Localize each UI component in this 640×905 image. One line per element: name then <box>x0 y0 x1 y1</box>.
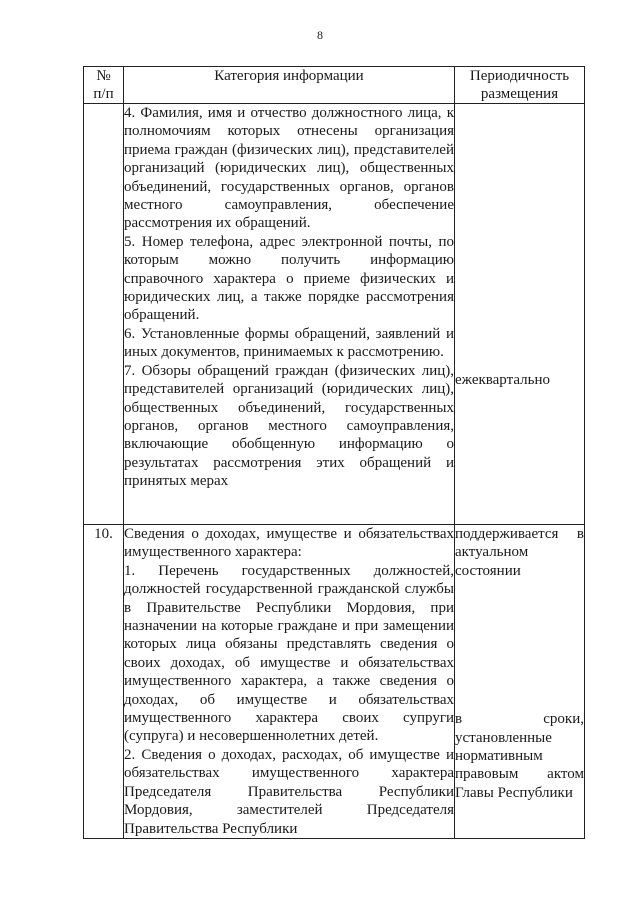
category-item: 7. Обзоры обращений граждан (физических лиц), представителей организаций (юридических лиц), общественных объединений, государственных органов, органов местного самоуправления, включающие обобщенную информацию о результатах рассмотрения этих обращений и принятых мерах <box>124 362 454 490</box>
header-category: Категория информации <box>124 67 455 104</box>
periodicity-text: в сроки, установленные нормативным правовым актом Главы Республики <box>455 711 584 801</box>
table-row <box>84 104 585 525</box>
table-header-row <box>84 67 585 104</box>
row-periodicity <box>455 525 585 839</box>
periodicity-text: поддерживается в актуальном состоянии <box>455 526 584 579</box>
header-periodicity-line1: Периодичность <box>469 68 570 84</box>
table-row <box>84 525 585 839</box>
header-periodicity <box>455 67 585 104</box>
header-number <box>84 67 124 104</box>
category-item: Сведения о доходах, имуществе и обязательствах имущественного характера: <box>124 526 454 561</box>
row-periodicity <box>455 104 585 525</box>
information-table <box>83 66 585 839</box>
category-item: 2. Сведения о доходах, расходах, об имуществе и обязательствах имущественного характера Председателя Правительства Республики Мордовия, заместителей Председателя Правительства Республики <box>124 746 454 837</box>
periodicity-text: ежеквартально <box>455 372 550 388</box>
category-item: 4. Фамилия, имя и отчество должностного лица, к полномочиям которых отнесены организация приема граждан (физических лиц), представителей организаций (юридических лиц), общественных объединений, государственных органов, органов местного самоуправления, обеспечение рассмотрения их обращений. <box>124 105 454 232</box>
row-category <box>124 525 455 839</box>
header-number-line2: п/п <box>93 86 114 102</box>
row-number <box>84 104 124 525</box>
category-item: 1. Перечень государственных должностей, должностей государственной гражданской службы в Правительстве Республики Мордовия, при назначении на которые граждане и при замещении которых лица обязаны представлять сведения о своих доходах, об имуществе и обязательствах имущественного характера, а также сведения о доходах, об имуществе и обязательствах имущественного характера своих супруги (супруга) и несовершеннолетних детей. <box>124 562 454 745</box>
row-category <box>124 104 455 525</box>
category-item: 6. Установленные формы обращений, заявлений и иных документов, принимаемых к рассмотрению. <box>124 325 454 361</box>
row-number: 10. <box>84 525 124 839</box>
header-periodicity-line2: размещения <box>480 86 559 102</box>
header-number-line1: № <box>96 68 111 84</box>
page-number: 8 <box>317 28 323 42</box>
category-item: 5. Номер телефона, адрес электронной почты, по которым можно получить информацию справочного характера о приеме физических и юридических лиц, а также порядке рассмотрения обращений. <box>124 233 454 324</box>
